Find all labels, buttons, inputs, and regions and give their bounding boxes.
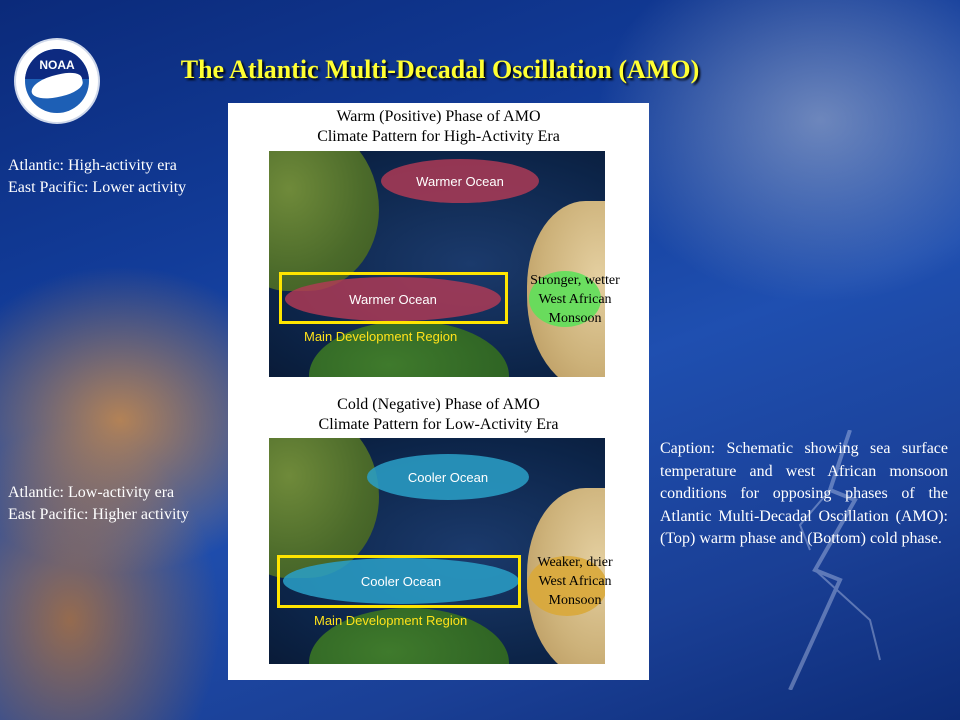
warm-phase-subtitle: Climate Pattern for High-Activity Era <box>317 128 560 145</box>
cold-phase-heading <box>228 395 649 435</box>
monsoon-line: Monsoon <box>548 311 602 326</box>
side-note-line: Atlantic: High-activity era <box>8 157 177 174</box>
monsoon-line: Monsoon <box>548 593 602 608</box>
cold-phase-subtitle: Climate Pattern for Low-Activity Era <box>318 416 559 433</box>
monsoon-line: Weaker, drier <box>537 555 613 570</box>
side-note-line: East Pacific: Lower activity <box>8 179 187 196</box>
warm-mdr-ocean-oval: Warmer Ocean <box>285 277 501 321</box>
warm-phase-title: Warm (Positive) Phase of AMO <box>336 108 541 125</box>
cold-mdr-box <box>277 555 521 608</box>
side-note-line: East Pacific: Higher activity <box>8 506 189 523</box>
warm-monsoon-label <box>520 271 630 328</box>
monsoon-line: West African <box>538 292 612 307</box>
warm-phase-map <box>269 151 605 377</box>
monsoon-line: Stronger, wetter <box>530 273 620 288</box>
north-america-land <box>269 151 379 291</box>
side-note-line: Atlantic: Low-activity era <box>8 484 175 501</box>
warm-mdr-box <box>279 272 508 324</box>
cold-phase-map <box>269 438 605 664</box>
monsoon-line: West African <box>538 574 612 589</box>
cold-mdr-label: Main Development Region <box>314 613 468 628</box>
cool-mdr-ocean-oval: Cooler Ocean <box>283 558 519 604</box>
side-note-low-activity <box>8 482 189 526</box>
warm-north-ocean-oval: Warmer Ocean <box>381 159 539 203</box>
side-note-high-activity <box>8 155 186 199</box>
cold-monsoon-label <box>520 553 630 610</box>
amo-diagram-panel <box>228 103 649 680</box>
warm-mdr-label: Main Development Region <box>304 329 458 344</box>
slide-title: The Atlantic Multi-Decadal Oscillation (AMO) <box>180 55 700 84</box>
warm-phase-heading <box>228 107 649 147</box>
cool-north-ocean-oval: Cooler Ocean <box>367 454 529 500</box>
cold-phase-title: Cold (Negative) Phase of AMO <box>337 396 540 413</box>
figure-caption: Caption: Schematic showing sea surface temperature and west African monsoon conditions for opposing phases of the Atlantic Multi-Decadal Oscillation (AMO): (Top) warm phase and (Bottom) cold phase. <box>660 440 948 547</box>
noaa-logo-text: NOAA <box>39 58 75 72</box>
